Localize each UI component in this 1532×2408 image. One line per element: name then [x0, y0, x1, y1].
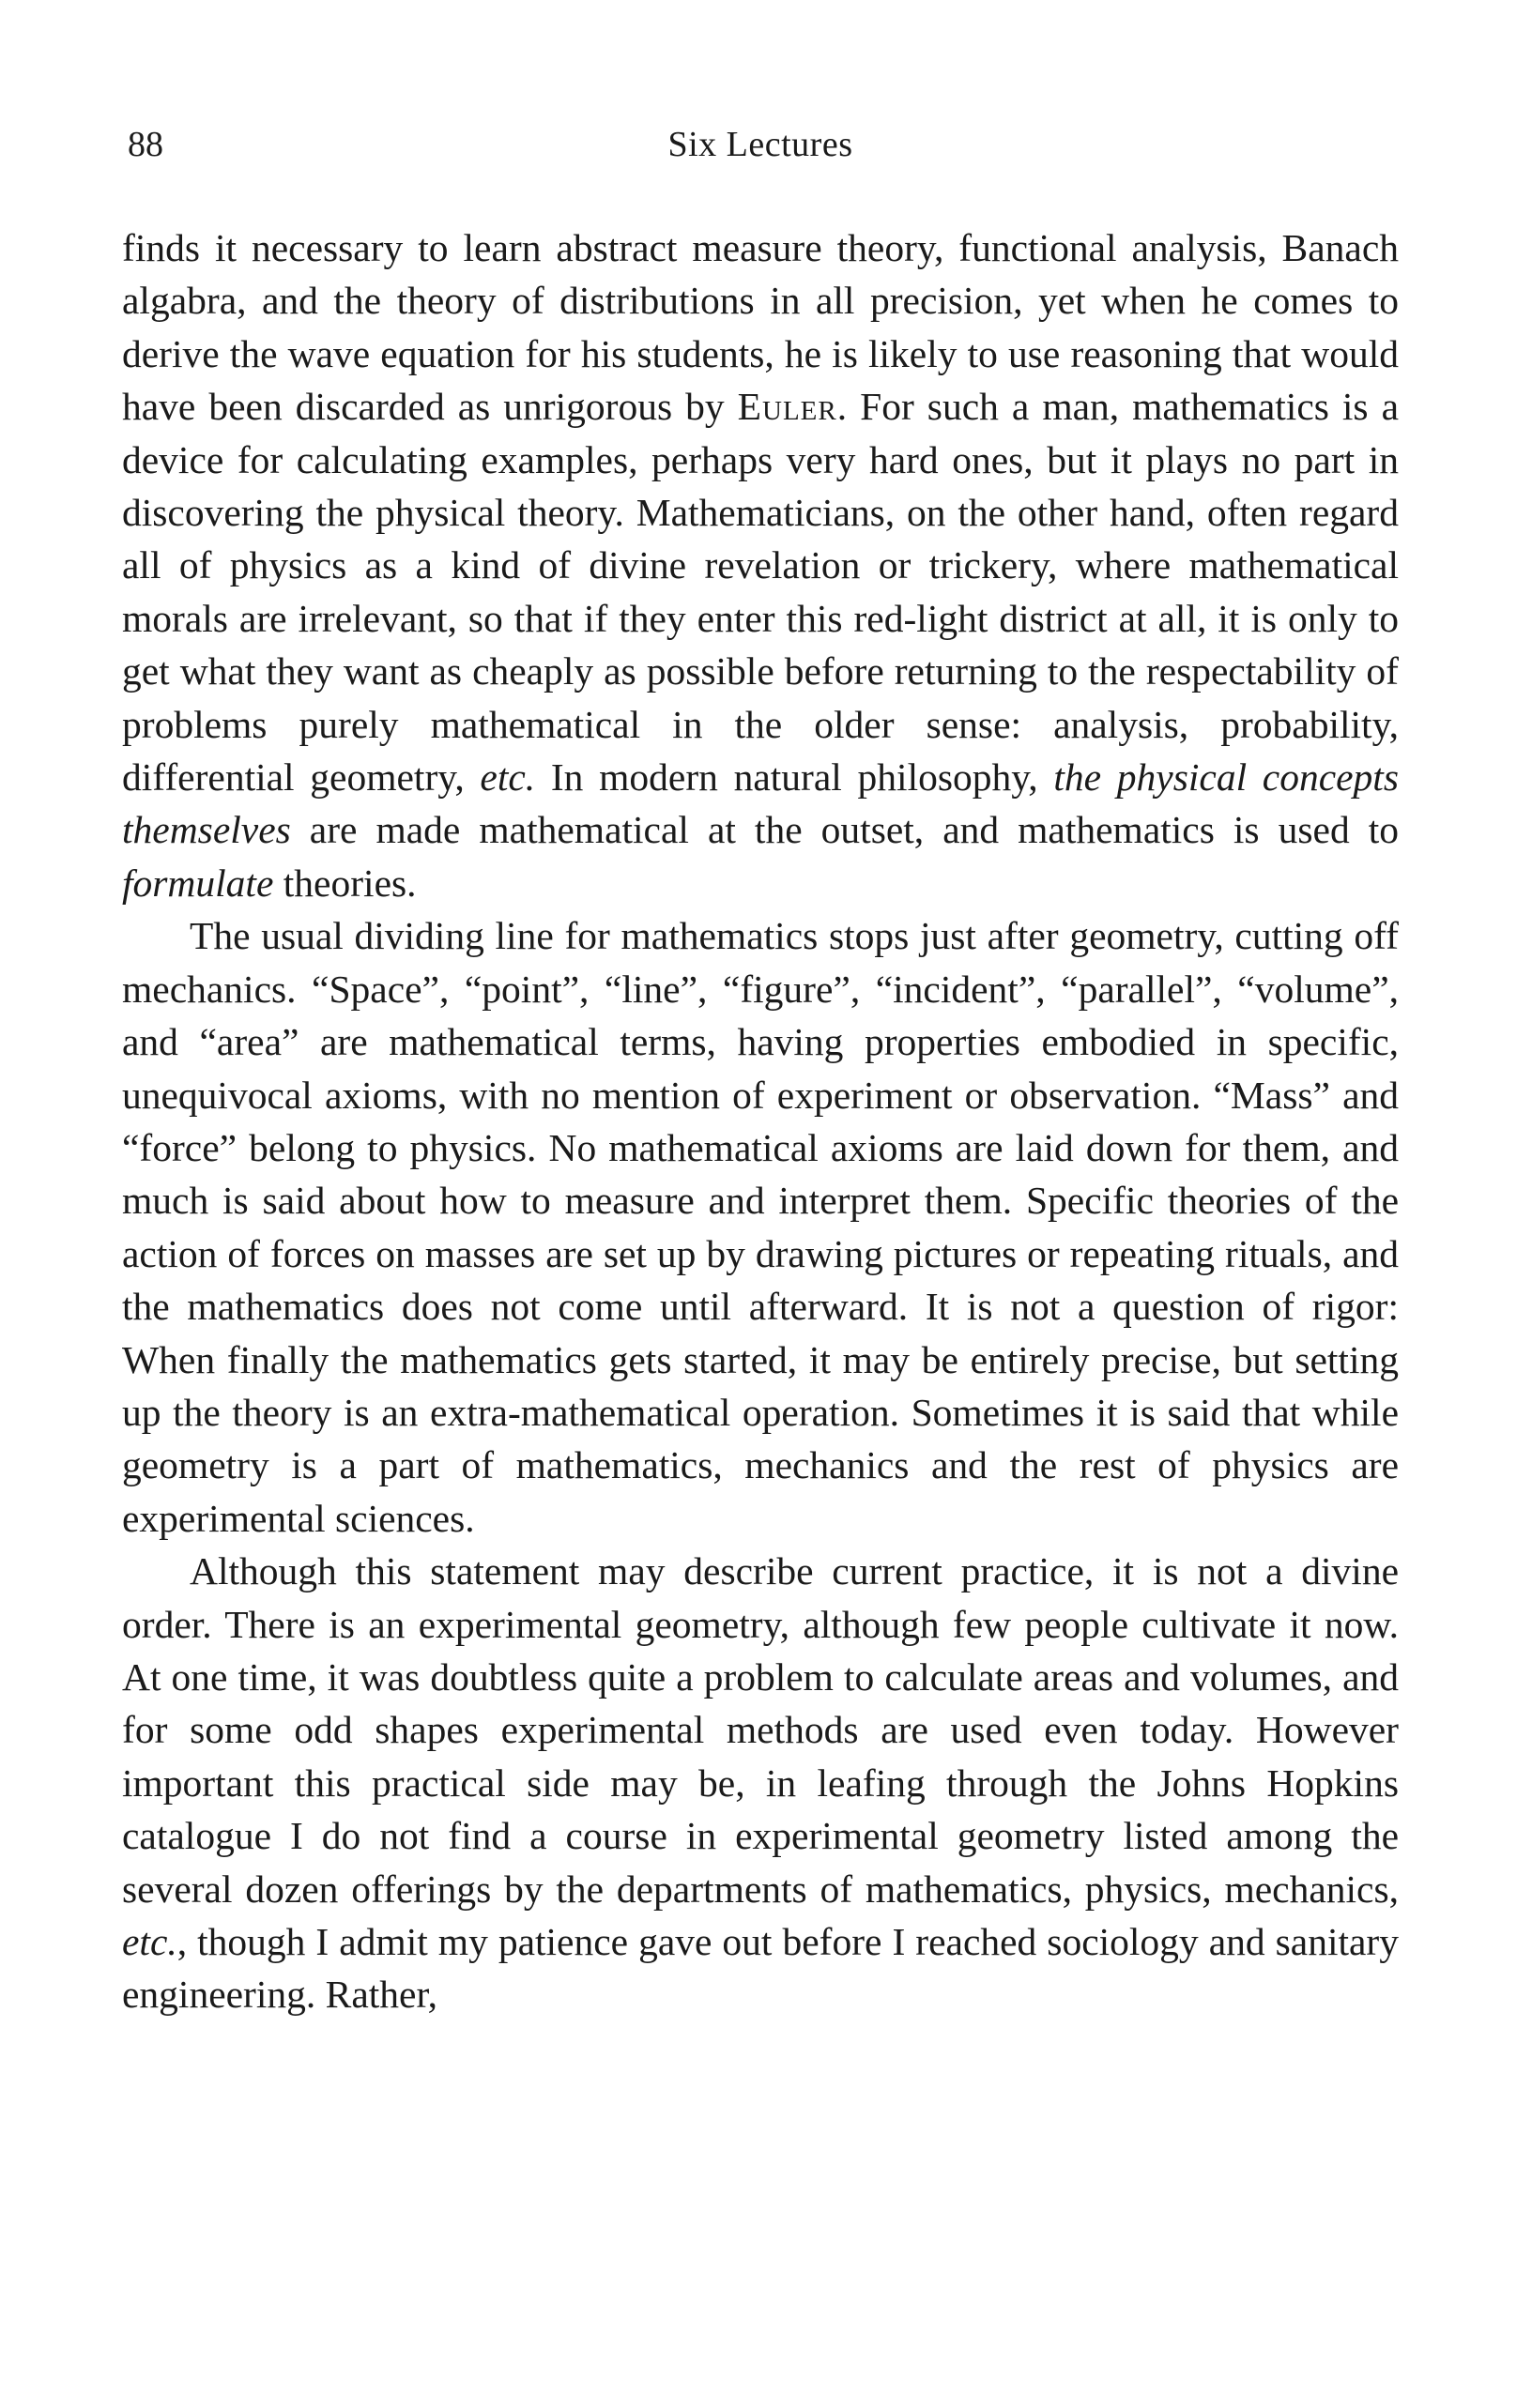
italic-text: the physical concepts themselves: [122, 755, 1399, 852]
italic-text: etc.: [122, 1920, 177, 1963]
text-run: , though I admit my patience gave out before I reached sociology and sanitary engineering. Rather,: [122, 1920, 1399, 2017]
text-run: Although this statement may describe current practice, it is not a divine order. There is an experimental geometry, although few people cultivate it now. At one time, it was doubtless quite a problem to calculate areas and volumes, and for some odd shapes experimental methods are used even today. However important this practical side may be, in leafing through the Johns Hopkins catalogue I do not find a course in experimental geometry listed among the several dozen offerings by the departments of mathematics, physics, mechanics,: [122, 1549, 1399, 1911]
text-run: . For such a man, mathematics is a device for calculating examples, perhaps very hard ones, but it plays no part in discovering the physical theory. Mathematicians, on the other hand, often regard all of physics as a kind of divine revelation or trickery, where mathematical morals are irrelevant, so that if they enter this red-light district at all, it is only to get what they want as cheaply as possible before returning to the respectability of problems purely mathematical in the older sense: analysis, probability, differential geometry,: [122, 385, 1400, 800]
text-run: The usual dividing line for mathematics stops just after geometry, cutting off mechanics. “Space”, “point”, “line”, “figure”, “incident”, “parallel”, “volume”, and “area” are mathematical terms, having properties embodied in specific, unequivocal axioms, with no mention of experiment or observation. “Mass” and “force” belong to physics. No mathematical axioms are laid down for them, and much is said about how to measure and interpret them. Specific theories of the action of forces on masses are set up by drawing pictures or repeating rituals, and the mathematics does not come until afterward. It is not a question of rigor: When finally the mathematics gets started, it may be entirely precise, but setting up the theory is an extra-mathematical operation. Sometimes it is said that while geometry is a part of mathematics, mechanics and the rest of physics are experimental sciences.: [122, 914, 1399, 1540]
body-text: [122, 221, 1399, 2021]
paragraph-1: [122, 221, 1399, 909]
italic-text: formulate: [122, 861, 274, 905]
text-run: are made mathematical at the outset, and mathematics is used to: [290, 808, 1399, 852]
running-head: [122, 120, 1399, 169]
running-title: Six Lectures: [667, 125, 853, 164]
italic-text: etc.: [480, 755, 536, 800]
book-page: [122, 0, 1399, 2408]
paragraph-2: [122, 909, 1399, 1545]
small-caps-name: Euler: [737, 385, 837, 429]
text-run: theories.: [273, 861, 417, 905]
paragraph-3: [122, 1545, 1399, 2021]
page-number: 88: [128, 125, 163, 164]
text-run: In modern natural philosophy,: [535, 755, 1054, 800]
text-run: finds it necessary to learn abstract measure theory, functional analysis, Banach algabra, and the theory of distributions in all precision, yet when he comes to derive the wave equation for his students, he is likely to use reasoning that would have been discarded as unrigorous by: [122, 226, 1399, 429]
